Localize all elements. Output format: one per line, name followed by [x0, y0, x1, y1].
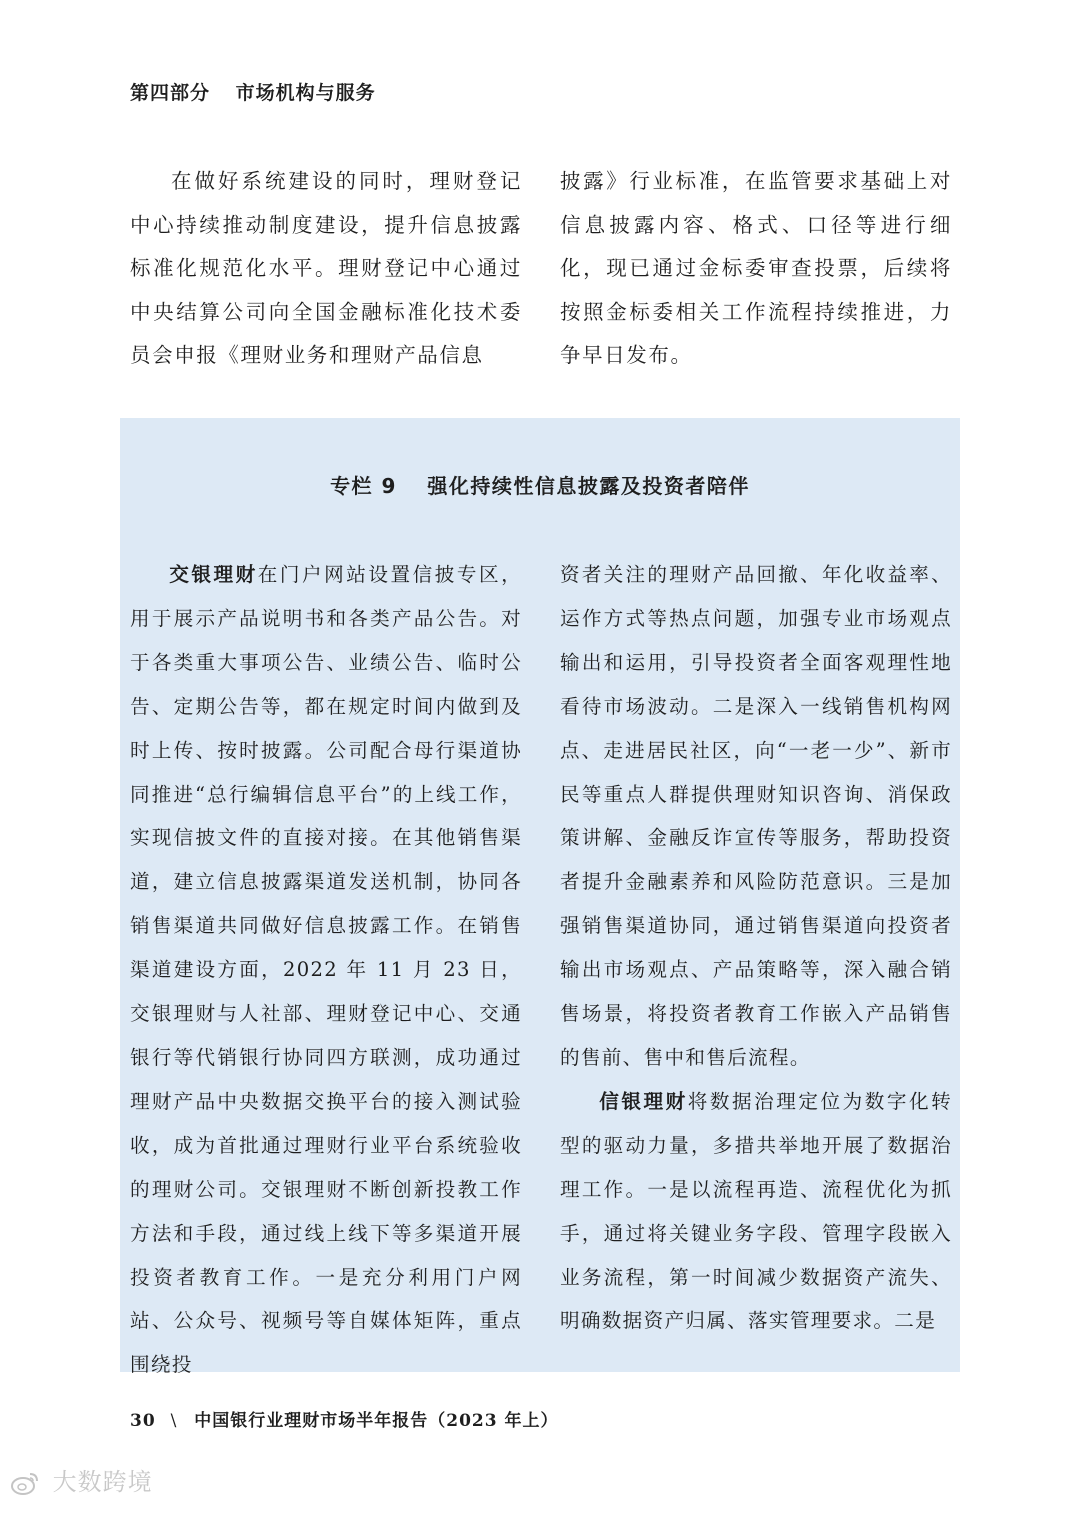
paragraph-jiaoyin-cont: 资者关注的理财产品回撤、年化收益率、运作方式等热点问题，加强专业市场观点输出和运用，引导投资者全面客观理性地看待市场波动。二是深入一线销售机构网点、走进居民社区，向“一老一少”、新市民等重点人群提供理财知识咨询、消保政策讲解、金融反诈宣传等服务，帮助投资者提升金融素养和风险防范意识。三是加强销售渠道协同，通过销售渠道向投资者输出市场观点、产品策略等，深入融合销售场景，将投资者教育工作嵌入产品销售的售前、售中和售后流程。 [560, 563, 952, 1069]
column-title [0, 470, 1080, 499]
intro-right-column [560, 160, 952, 378]
text-jiaoyin: 在门户网站设置信披专区，用于展示产品说明书和各类产品公告。对于各类重大事项公告、业绩公告、临时公告、定期公告等，都在规定时间内做到及时上传、按时披露。公司配合母行渠道协同推进“总行编辑信息平台”的上线工作，实现信披文件的直接对接。在其他销售渠道，建立信息披露渠道发送机制，协同各销售渠道共同做好信息披露工作。在销售渠道建设方面，2022 年 11 月 23 日，交银理财与人社部、理财登记中心、交通银行等代销银行协同四方联测，成功通过理财产品中央数据交换平台的接入测试验收，成为首批通过理财行业平台系统验收的理财公司。交银理财不断创新投教工作方法和手段，通过线上线下等多渠道开展投资者教育工作。一是充分利用门户网站、公众号、视频号等自媒体矩阵，重点围绕投 [130, 563, 522, 1377]
column-number: 专栏 9 [330, 474, 397, 498]
header-section: 第四部分 [130, 82, 211, 104]
lead-xinyin: 信银理财 [599, 1089, 688, 1113]
intro-left-column [130, 160, 522, 378]
watermark-text: 大数跨境 [52, 1468, 153, 1496]
watermark [10, 1462, 153, 1497]
running-header [130, 78, 376, 105]
report-title: 中国银行业理财市场半年报告（2023 年上） [194, 1411, 559, 1431]
text-xinyin: 将数据治理定位为数字化转型的驱动力量，多措共举地开展了数据治理工作。一是以流程再造、流程优化为抓手，通过将关键业务字段、管理字段嵌入业务流程，第一时间减少数据资产流失、明确数据资产归属、落实管理要求。二是 [560, 1089, 952, 1333]
paragraph-jiaoyin [130, 553, 522, 1387]
column-left-text [130, 553, 522, 1387]
page-footer [130, 1406, 558, 1431]
intro-paragraph-left: 在做好系统建设的同时，理财登记中心持续推动制度建设，提升信息披露标准化规范化水平。理财登记中心通过中央结算公司向全国金融标准化技术委员会申报《理财业务和理财产品信息 [130, 169, 522, 367]
column-heading: 强化持续性信息披露及投资者陪伴 [427, 474, 750, 498]
header-title: 市场机构与服务 [235, 82, 376, 104]
intro-paragraph-right: 披露》行业标准，在监管要求基础上对信息披露内容、格式、口径等进行细化，现已通过金标委审查投票，后续将按照金标委相关工作流程持续推进，力争早日发布。 [560, 169, 952, 367]
weibo-logo-icon [10, 1470, 40, 1496]
page-number: 30 [130, 1411, 156, 1431]
footer-separator: \ [170, 1411, 178, 1431]
paragraph-xinyin [560, 1080, 952, 1343]
column-right-text [560, 553, 952, 1343]
lead-jiaoyin: 交银理财 [169, 563, 258, 586]
